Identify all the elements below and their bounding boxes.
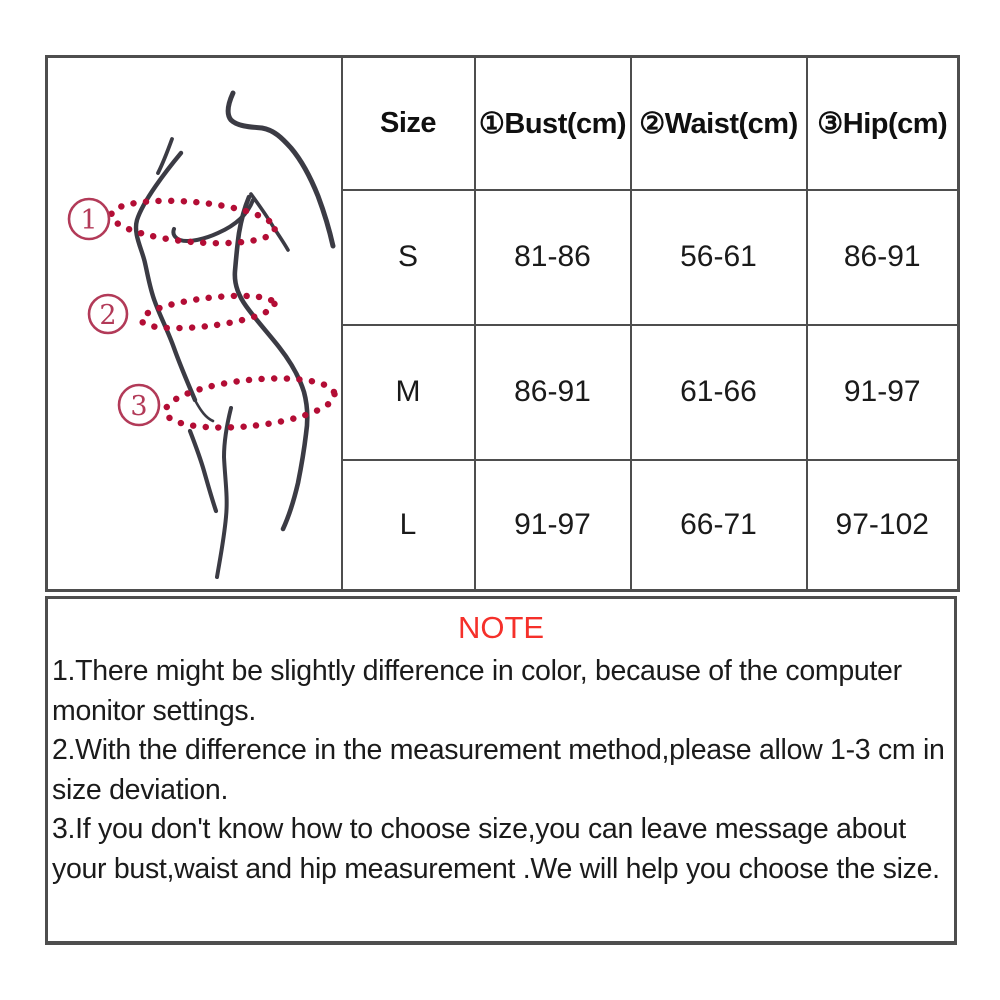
- header-row: [47, 57, 959, 190]
- cell-waist-m: 61-66: [631, 325, 807, 460]
- measurement-figure: [47, 57, 342, 591]
- cell-size-m: M: [342, 325, 475, 460]
- left-torso-line: [136, 153, 195, 400]
- cell-waist-l: 66-71: [631, 460, 807, 591]
- cell-bust-l: 91-97: [475, 460, 631, 591]
- inner-leg-line: [217, 408, 231, 577]
- cell-hip-l: 97-102: [807, 460, 959, 591]
- body-sketch: [136, 93, 333, 577]
- col-header-size: Size: [342, 57, 475, 190]
- left-leg-line: [190, 431, 216, 511]
- marker-2-label: 2: [99, 300, 117, 331]
- col-header-bust: ①Bust(cm): [475, 57, 631, 190]
- marker-3-label: 3: [130, 391, 148, 422]
- cell-hip-s: 86-91: [807, 190, 959, 325]
- marker-3-hip: [119, 385, 159, 425]
- cell-bust-m: 86-91: [475, 325, 631, 460]
- marker-1-bust: [69, 199, 109, 239]
- marker-1-label: 1: [80, 205, 98, 236]
- note-item-1: 1.There might be slightly difference in color, because of the computer monitor settings.: [52, 655, 902, 727]
- marker-2-waist: [89, 295, 127, 333]
- hip-crease-line: [196, 402, 213, 421]
- col-header-waist: ②Waist(cm): [631, 57, 807, 190]
- col-header-hip: ③Hip(cm): [807, 57, 959, 190]
- neck-shoulder-arm-line: [228, 93, 333, 246]
- cell-hip-m: 91-97: [807, 325, 959, 460]
- note-item-2: 2.With the difference in the measurement method,please allow 1-3 cm in size deviation.: [52, 734, 945, 806]
- cell-waist-s: 56-61: [631, 190, 807, 325]
- right-torso-leg-line: [235, 197, 307, 529]
- note-title: NOTE: [457, 610, 545, 645]
- size-table: [45, 55, 960, 592]
- note-item-3: 3.If you don't know how to choose size,you can leave message about your bust,waist and hip measurement .We will help you choose the size.: [52, 813, 940, 885]
- note-box: [45, 596, 957, 945]
- cell-bust-s: 81-86: [475, 190, 631, 325]
- body-sketch-figure: [48, 59, 339, 588]
- cell-size-l: L: [342, 460, 475, 591]
- cell-size-s: S: [342, 190, 475, 325]
